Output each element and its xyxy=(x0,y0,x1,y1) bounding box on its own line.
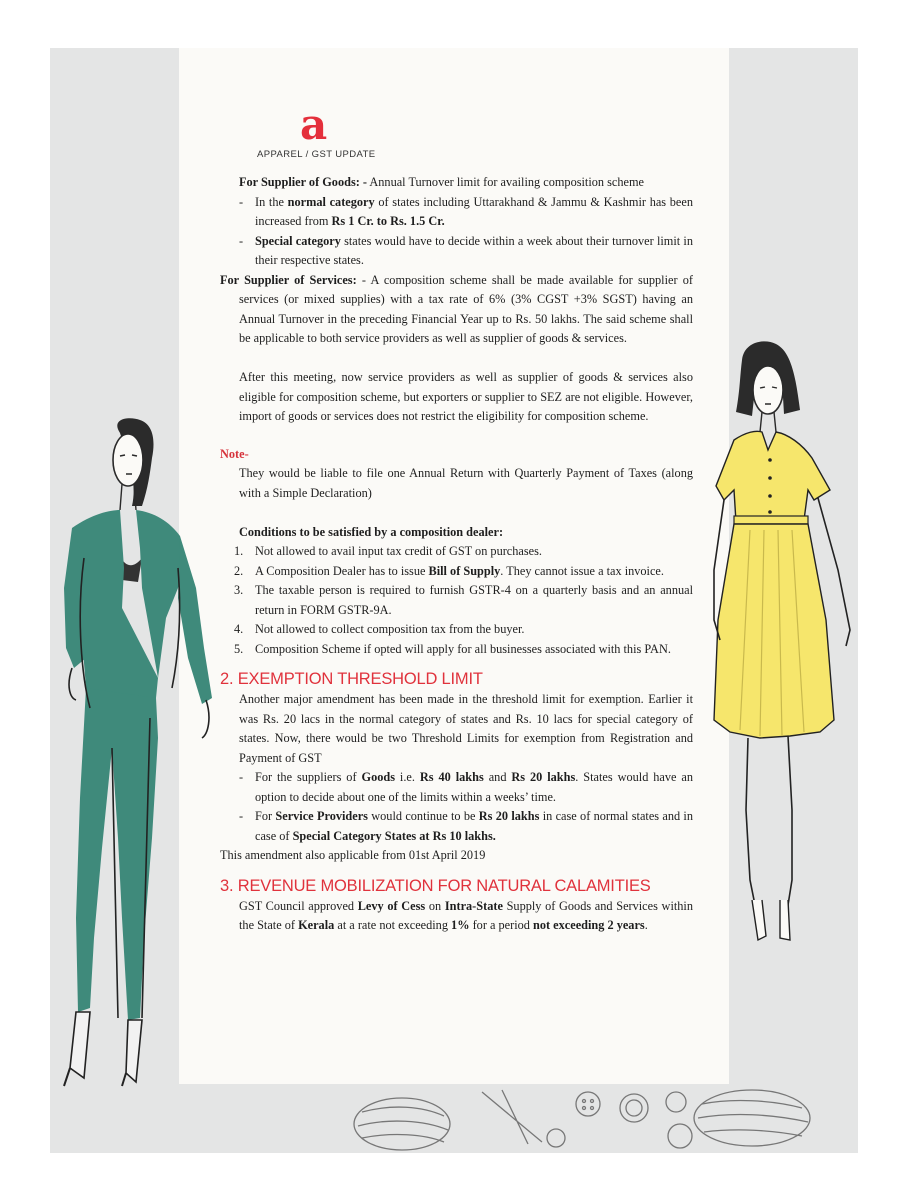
section-3-heading: 3. REVENUE MOBILIZATION FOR NATURAL CALAMITIES xyxy=(220,876,651,895)
goods-label: For Supplier of Goods: - xyxy=(239,175,367,189)
bullet-marker: - xyxy=(239,233,244,248)
condition-item: 5. Composition Scheme if opted will apply for all businesses associated with this PAN. xyxy=(234,641,671,656)
goods-bullet-special-category: - Special category states would have to decide within a week about their turnover limit in their respective states. xyxy=(239,233,693,267)
article-body xyxy=(220,173,693,936)
green-suit-figure-illustration xyxy=(62,418,222,1088)
conditions-title: Conditions to be satisfied by a composition dealer: xyxy=(239,524,504,539)
supplier-of-goods-paragraph: For Supplier of Goods: - Annual Turnover limit for availing composition scheme xyxy=(239,175,644,189)
supplier-of-services-paragraph: For Supplier of Services: - A composition scheme shall be made available for supplier of services (or mixed supplies) with a tax rate of 6% (3% CGST +3% SGST) having an Annual Turnover in the preceding Financial Year up to Rs. 50 lakhs. The said scheme shall be applicable to both service providers as well as supplier of goods & services. xyxy=(220,272,693,345)
exemption-bullet-service-providers: - For Service Providers would continue to be Rs 20 lakhs in case of normal states and in case of Special Category States at Rs 10 lakhs. xyxy=(239,809,693,843)
note-label: Note- xyxy=(220,446,249,461)
bullet-marker: - xyxy=(239,809,244,823)
condition-item: 4. Not allowed to collect composition tax from the buyer. xyxy=(234,622,525,636)
services-label: For Supplier of Services: xyxy=(220,272,357,287)
section-caption: APPAREL / GST UPDATE xyxy=(257,149,376,160)
amendment-applicability-text: This amendment also applicable from 01st April 2019 xyxy=(220,848,486,862)
condition-item: 1. Not allowed to avail input tax credit of GST on purchases. xyxy=(234,544,542,558)
exemption-threshold-paragraph: Another major amendment has been made in the threshold limit for exemption. Earlier it was Rs. 20 lacs in the normal category of states and Rs. 10 lacs for special category of states. Now, there would be two Threshold Limits for exemption from Registration and Payment of GST xyxy=(239,692,693,765)
sewing-tools-illustration xyxy=(332,1082,822,1154)
logo-letter: a xyxy=(300,100,328,149)
section-2-heading: 2. EXEMPTION THRESHOLD LIMIT xyxy=(220,670,483,688)
bullet-marker: - xyxy=(239,194,244,209)
bullet-marker: - xyxy=(239,770,244,784)
composition-eligibility-paragraph: After this meeting, now service providers as well as supplier of goods & services also eligible for composition scheme, but exporters or supplier to SEZ are not eligible. However, import of goods or services does not restrict the eligibility for composition scheme. xyxy=(239,370,693,423)
note-text: They would be liable to file one Annual Return with Quarterly Payment of Taxes (along with a Simple Declaration) xyxy=(239,466,693,500)
exemption-bullet-goods: - For the suppliers of Goods i.e. Rs 40 lakhs and Rs 20 lakhs. States would have an option to decide about one of the limits within a weeks’ time. xyxy=(239,770,694,804)
yellow-dress-figure-illustration xyxy=(700,340,860,950)
revenue-mobilization-paragraph: GST Council approved Levy of Cess on Intra-State Supply of Goods and Services within the State of Kerala at a rate not exceeding 1% for a period not exceeding 2 years. xyxy=(239,898,693,932)
goods-bullet-normal-category: - In the normal category of states including Uttarakhand & Jammu & Kashmir has been increased from Rs 1 Cr. to Rs. 1.5 Cr. xyxy=(239,194,693,228)
condition-item: 3. The taxable person is required to furnish GSTR-4 on a quarterly basis and an annual return in FORM GSTR-9A. xyxy=(234,583,693,617)
condition-item: 2. A Composition Dealer has to issue Bill of Supply. They cannot issue a tax invoice. xyxy=(234,563,664,578)
